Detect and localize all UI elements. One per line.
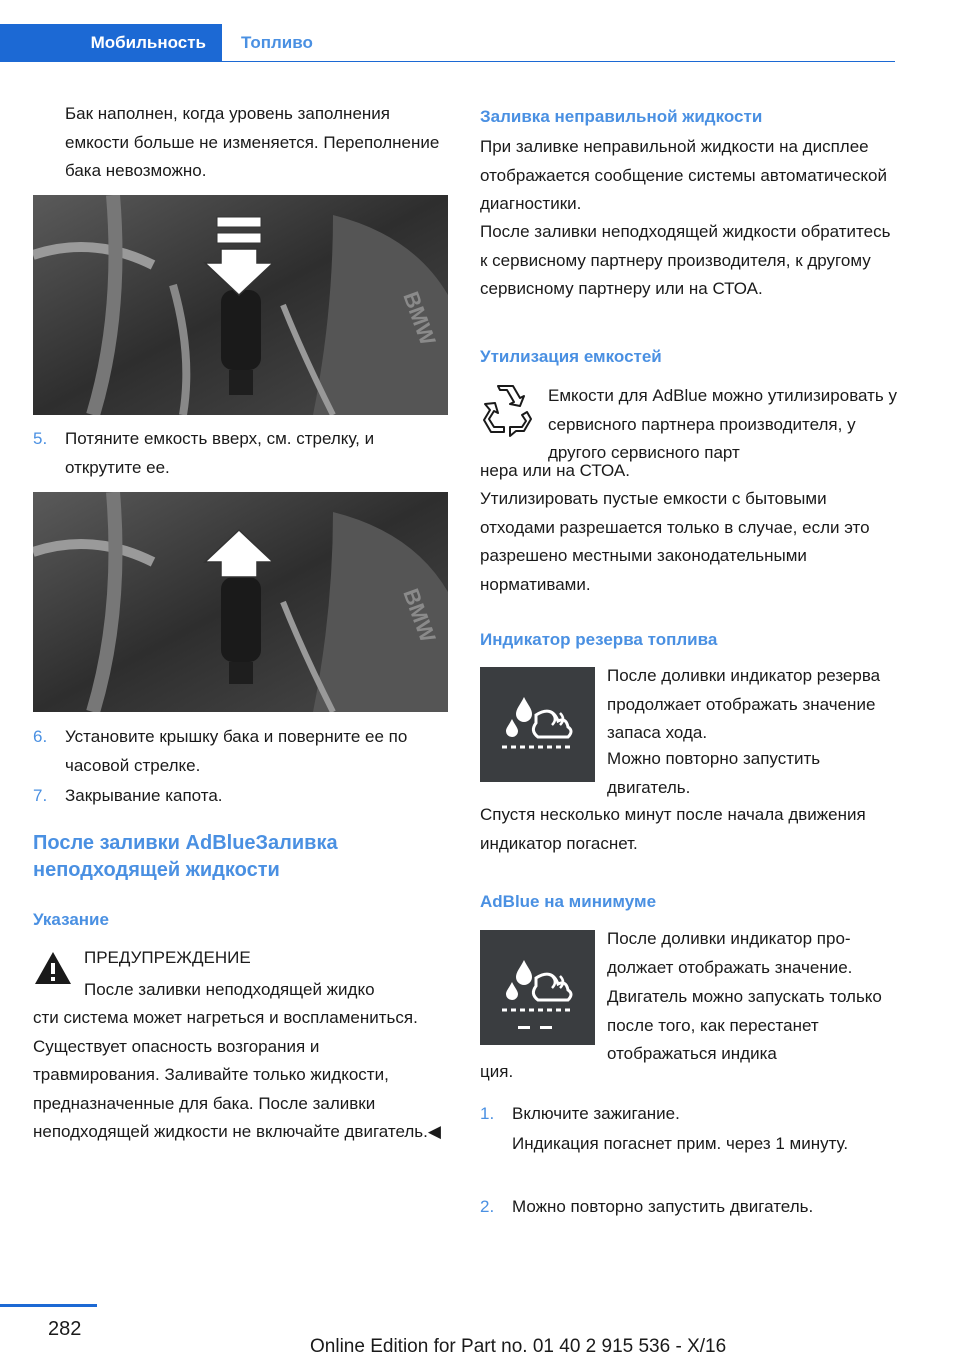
section-title: После заливки AdBlueЗаливка неподходящей жидкости bbox=[33, 832, 338, 881]
warning-text-b: сти система может нагреться и воспламениться. Существует опасность возгорания и травмирования. Заливайте только жидкости, предназначенные для бака. После заливки неподходящей жидкости не включайте двигатель.◀ bbox=[33, 1008, 441, 1141]
min-title: AdBlue на минимуме bbox=[480, 892, 657, 911]
note-heading: Указание bbox=[33, 910, 109, 929]
min-p2b: ция. bbox=[480, 1062, 514, 1081]
header-divider bbox=[222, 61, 895, 62]
warning-title: ПРЕДУПРЕЖДЕНИЕ bbox=[84, 948, 251, 967]
wrong-fluid-title: Заливка неправильной жидкости bbox=[480, 107, 763, 126]
reserve-title: Индикатор резерва топлива bbox=[480, 630, 718, 649]
svg-text:BMW: BMW bbox=[398, 585, 441, 646]
warning-icon bbox=[33, 950, 73, 986]
tab-mobility[interactable]: Мобильность bbox=[0, 24, 222, 62]
footer-accent-line bbox=[0, 1304, 97, 1307]
reserve-p2: Можно повторно запустить двигатель. bbox=[607, 749, 821, 797]
disposal-p2: Утилизировать пустые емкости с бытовыми отходами разрешается только в случае, если это разрешено местными законодательными нормативами. bbox=[480, 489, 870, 594]
intro-paragraph: Бак наполнен, когда уровень заполнения емкости больше не изменяется. Переполнение бака невозможно. bbox=[65, 104, 440, 180]
reserve-p3: Спустя несколько минут после начала движения индикатор погаснет. bbox=[480, 805, 866, 853]
disposal-p1b: нера или на СТОА. bbox=[480, 461, 630, 480]
wrong-fluid-p1: При заливке неправильной жидкости на дисплее отображается сообщение системы автоматической диагностики. bbox=[480, 137, 887, 213]
disposal-title: Утилизация емкостей bbox=[480, 347, 662, 366]
page-number: 282 bbox=[48, 1318, 82, 1340]
reserve-p1: После доливки индикатор резерва продолжает отображать значение запаса хода. bbox=[607, 666, 881, 742]
min-indicator-icon bbox=[480, 930, 595, 1045]
min-p1: После доливки индикатор продолжает отображать значение. bbox=[607, 929, 853, 977]
recycling-icon bbox=[480, 384, 534, 438]
min-p2a: Двигатель можно запускать только после того, как перестанет отображаться индика bbox=[607, 987, 882, 1063]
engine-photo-arrow-down bbox=[33, 195, 448, 415]
disposal-p1a: Емкости для AdBlue можно утилизировать у сервисного партнера производителя, у другого сервисного парт bbox=[548, 386, 897, 462]
tab-fuel[interactable]: Топливо bbox=[241, 33, 313, 52]
header-tabs bbox=[0, 24, 895, 62]
reserve-indicator-icon bbox=[480, 667, 595, 782]
wrong-fluid-p2: После заливки неподходящей жидкости обратитесь к сервисному партнеру производителя, к другому сервисному партнеру или на СТОА. bbox=[480, 222, 891, 298]
edition-text: Online Edition for Part no. 01 40 2 915 536 - X/16 bbox=[310, 1336, 727, 1357]
engine-photo-arrow-up bbox=[33, 492, 448, 712]
svg-text:BMW: BMW bbox=[398, 288, 441, 349]
warning-text-a: После заливки неподходящей жидко bbox=[84, 980, 375, 999]
